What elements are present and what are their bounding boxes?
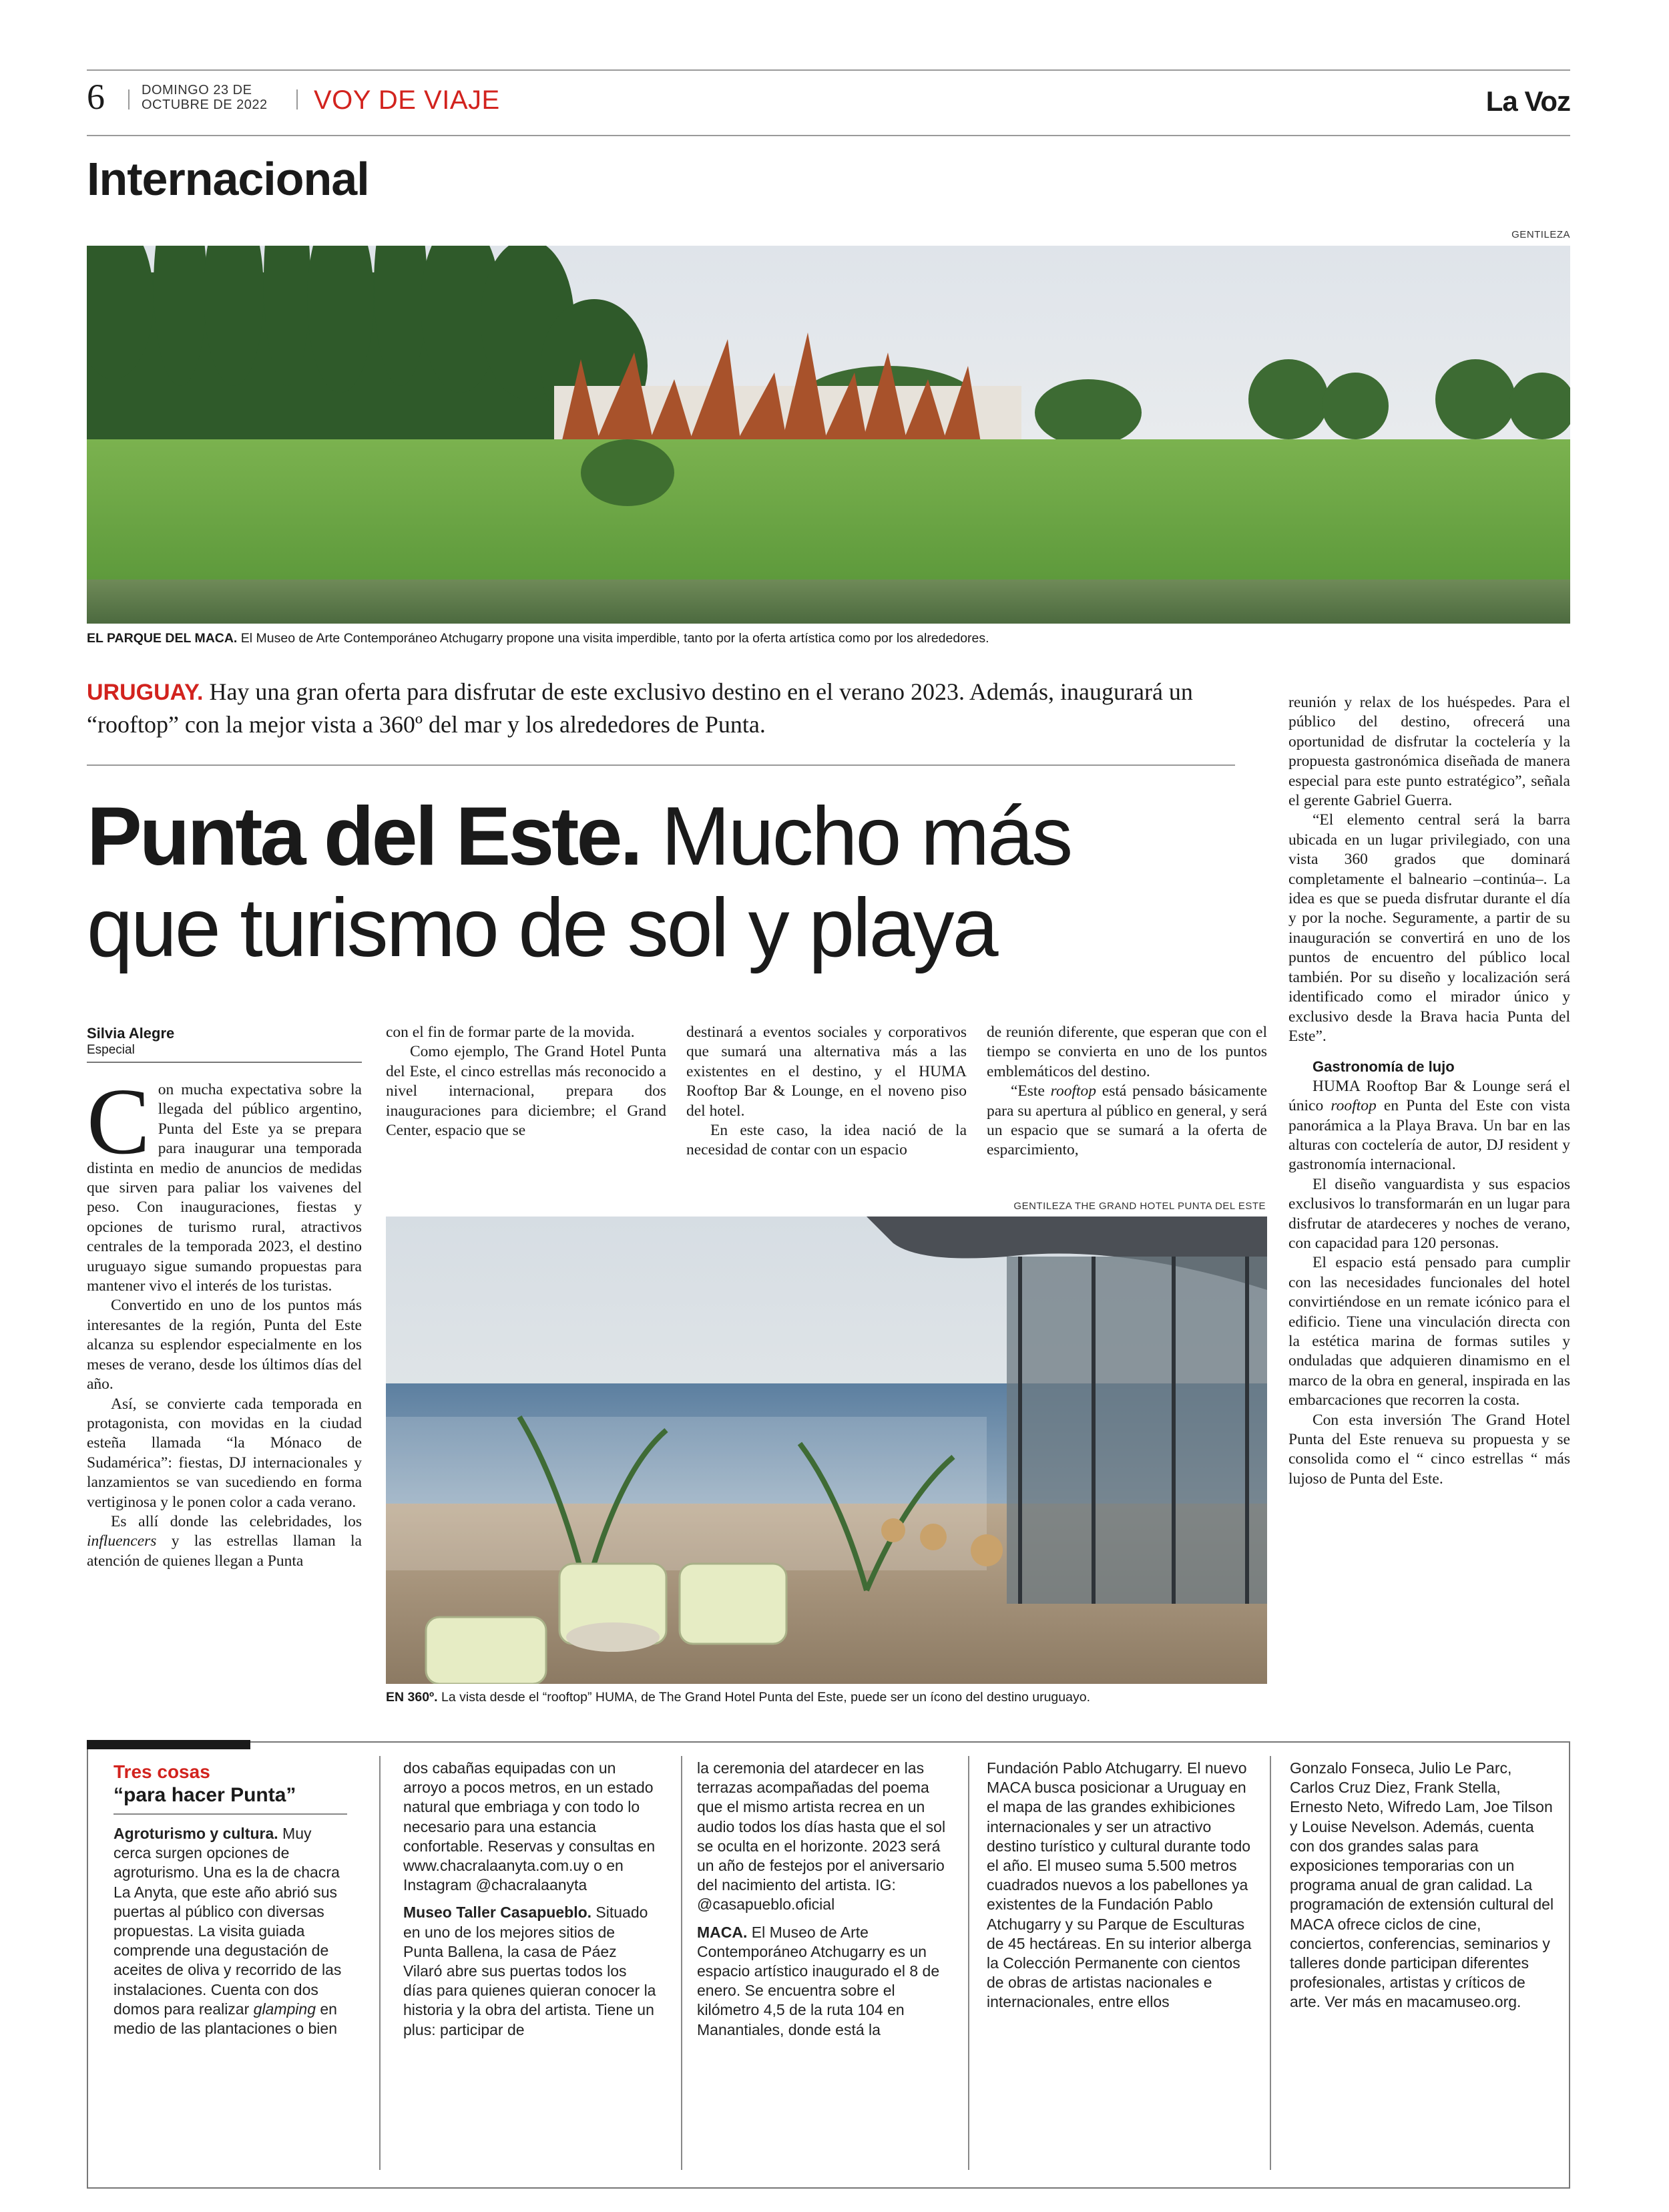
info-box-divider	[379, 1756, 381, 2170]
header-divider	[128, 89, 130, 109]
article-column-4	[987, 1023, 1267, 1160]
info-box-rule	[113, 1813, 347, 1815]
section-title: VOY DE VIAJE	[314, 85, 500, 115]
paragraph: “Este rooftop está pensado básicamente para su apertura al público en general, y será un espacio que se sumará a la oferta de esparcimiento,	[987, 1082, 1267, 1159]
photo-caption: EN 360º. La vista desde el “rooftop” HUMA, de The Grand Hotel Punta del Este, puede ser un ícono del destino uruguayo.	[386, 1690, 1090, 1705]
paragraph: En este caso, la idea nació de la necesidad de contar con un espacio	[686, 1122, 967, 1159]
maca-park-photo	[87, 246, 1570, 624]
article-column-2	[386, 1023, 666, 1140]
article-column-5	[1288, 693, 1570, 1489]
paragraph: Como ejemplo, The Grand Hotel Punta del Este, el cinco estrellas más reconocido a nivel internacional, prepara dos inauguraciones para diciembre; el Grand Center, espacio que se	[386, 1043, 666, 1140]
paragraph: El espacio está pensado para cumplir con las necesidades funcionales del hotel convirtiéndose en un remate icónico para el edificio. Tiene una vinculación directa con la estética marina de formas sutiles y onduladas que adquieren dinamismo en el marco de la obra en general, inspirada en las embarcaciones que recorren la costa.	[1288, 1254, 1570, 1409]
paragraph: Así, se convierte cada temporada en protagonista, con movidas en la ciudad esteña llamada “la Mónaco de Sudamérica”: fiestas, DJ internacionales y lanzamientos se van sucediendo en forma vertiginosa y le ponen color a cada verano.	[87, 1395, 362, 1511]
info-box-bar	[87, 1740, 250, 1749]
headline: Punta del Este. Mucho más que turismo de sol y playa	[87, 791, 1071, 974]
info-box-subtitle: “para hacer Punta”	[113, 1784, 296, 1806]
info-box-column-4: Fundación Pablo Atchugarry. El nuevo MACA busca posicionar a Uruguay en el mapa de las grandes exhibiciones internacionales y ser un atractivo destino turístico y cultural durante todo el año. El museo suma 5.500 metros cuadrados nuevos a los pabellones ya existentes de la Fundación Pablo Atchugarry y su Parque de Esculturas de 45 hectáreas. En su interior alberga la Colección Permanente con cientos de obras de artistas nacionales e internacionales, entre ellos	[987, 1759, 1252, 2011]
maca-park-image	[87, 246, 1570, 624]
info-box-column-5: Gonzalo Fonseca, Julio Le Parc, Carlos Cruz Diez, Frank Stella, Ernesto Neto, Wifredo Lam, Joe Tilson y Louise Nevelson. Además, cuenta con dos grandes salas para exposiciones temporarias con un programa anual de gran calidad. La programación de extensión cultural del MACA ofrece ciclos de cine, conciertos, conferencias, seminarios y talleres donde participan diferentes profesionales, artistas y críticos de arte. Ver más en macamuseo.org.	[1290, 1759, 1554, 2011]
paragraph: con el fin de formar parte de la movida.	[386, 1024, 635, 1041]
paragraph: El diseño vanguardista y sus espacios exclusivos lo transformarán en un lugar para disfrutar de atardeceres y noches de verano, con capacidad para 120 personas.	[1288, 1175, 1570, 1252]
drop-cap: C	[87, 1068, 150, 1174]
paragraph: “El elemento central será la barra ubicada en un lugar privilegiado, con una vista 360 grados que dominará completamente el balneario –continúa–. La idea es que se pueda disfrutar durante el día y por la noche. Seguramente, a partir de su inauguración se convertirá en uno de los puntos de encuentro del público local también. Por su diseño y localización será identificado como el mirador único y exclusivo desde la Brava hacia Punta del Este”.	[1288, 811, 1570, 1045]
paragraph: de reunión diferente, que esperan que con el tiempo se convierta en uno de los puntos emblemáticos del destino.	[987, 1024, 1267, 1080]
info-box-column-3: la ceremonia del atardecer en las terrazas acompañadas del poema que el mismo artista recrea en un audio todos los días hasta que el sol se oculta en el horizonte. 2023 será un año de festejos por el aniversario del nacimiento del artista. IG: @casapueblo.oficial MACA. El Museo de Arte Contemporáneo Atchugarry es un espacio artístico inaugurado el 8 de enero. Se encuentra sobre el kilómetro 4,5 de la ruta 104 en Manantiales, donde está la	[697, 1759, 946, 2038]
newspaper-logo: La Voz	[1485, 85, 1570, 117]
rooftop-image	[386, 1216, 1267, 1684]
header-divider	[296, 89, 298, 109]
paragraph: Es allí donde las celebridades, los influencers y las estrellas llaman la atención de quienes llegan a Punta	[87, 1512, 362, 1570]
header-bottom-rule	[87, 135, 1570, 136]
rooftop-photo	[386, 1216, 1267, 1684]
info-box-column-2: dos cabañas equipadas con un arroyo a pocos metros, en un estado natural que embriaga y con todo lo necesario para una estancia confortable. Reservas y consultas en www.chacralaanyta.com.uy o en Instagram @chacralaanyta Museo Taller Casapueblo. Situado en uno de los mejores sitios de Punta Ballena, la casa de Páez Vilaró abre sus puertas todos los días para quienes quieran conocer la historia y la obra del artista. Tiene un plus: participar de	[403, 1759, 656, 2038]
page-number: 6	[87, 77, 105, 117]
byline-rule	[87, 1062, 362, 1063]
paragraph: HUMA Rooftop Bar & Lounge será el único rooftop en Punta del Este con vista panorámica a la Playa Brava. Un bar en las alturas con coctelería de autor, DJ resident y gastronomía internacional.	[1288, 1077, 1570, 1174]
top-rule	[87, 69, 1570, 71]
paragraph: Con mucha expectativa sobre la llegada del público argentino, Punta del Este ya se prepara para inaugurar una temporada distinta en medio de anuncios de medidas que sirven para paliar los vaivenes del peso. Con inauguraciones, fiestas y opciones de turismo rural, atractivos centrales de la temporada 2023, el destino uruguayo sigue sumando propuestas para mantener vivo el interés de los turistas.	[87, 1068, 362, 1295]
paragraph: reunión y relax de los huéspedes. Para el público del destino, ofrecerá una oportunidad de disfrutar la coctelería y la propuesta gastronómica diseñada de manera especial para este punto estratégico”, señala el gerente Gabriel Guerra.	[1288, 694, 1570, 810]
subheading: Gastronomía de lujo	[1313, 1058, 1455, 1076]
header-date: DOMINGO 23 DE OCTUBRE DE 2022	[142, 83, 268, 112]
info-box-divider	[968, 1756, 969, 2170]
photo-caption: EL PARQUE DEL MACA. El Museo de Arte Contemporáneo Atchugarry propone una visita imperdible, tanto por la oferta artística como por los alrededores.	[87, 631, 989, 646]
photo-credit: GENTILEZA THE GRAND HOTEL PUNTA DEL ESTE	[1013, 1200, 1266, 1212]
paragraph: Con esta inversión The Grand Hotel Punta del Este renueva su propuesta y se consolida como el “ cinco estrellas “ más lujoso de Punta del Este.	[1288, 1411, 1570, 1488]
info-box-title: Tres cosas	[113, 1761, 210, 1782]
deck-rule	[87, 764, 1235, 766]
section-kicker: Internacional	[87, 153, 369, 205]
byline-name: Silvia Alegre	[87, 1025, 175, 1042]
paragraph: destinará a eventos sociales y corporativos que sumará una alternativa más a las existentes en el destino, y el HUMA Rooftop Bar & Lounge, en el noveno piso del hotel.	[686, 1024, 967, 1120]
article-column-3	[686, 1023, 967, 1160]
article-column-1	[87, 1068, 362, 1571]
paragraph: Convertido en uno de los puntos más interesantes de la región, Punta del Este alcanza su esplendor especialmente en los meses de verano, desde los últimos días del año.	[87, 1297, 362, 1393]
article-deck: URUGUAY. Hay una gran oferta para disfrutar de este exclusivo destino en el verano 2023. Además, inaugurará un “rooftop” con la mejor vista a 360º del mar y los alrededores de Punta.	[87, 678, 1193, 738]
info-box-column-1: Agroturismo y cultura. Muy cerca surgen opciones de agroturismo. Una es la de chacra La Anyta, que este año abrió sus puertas al público con diversas propuestas. La visita guiada comprende una degustación de aceites de oliva y recorrido de las instalaciones. Cuenta con dos domos para realizar glamping en medio de las plantaciones o bien	[113, 1825, 342, 2038]
photo-credit: GENTILEZA	[1511, 229, 1570, 240]
byline-tag: Especial	[87, 1043, 135, 1057]
info-box-divider	[681, 1756, 682, 2170]
info-box-divider	[1270, 1756, 1271, 2170]
